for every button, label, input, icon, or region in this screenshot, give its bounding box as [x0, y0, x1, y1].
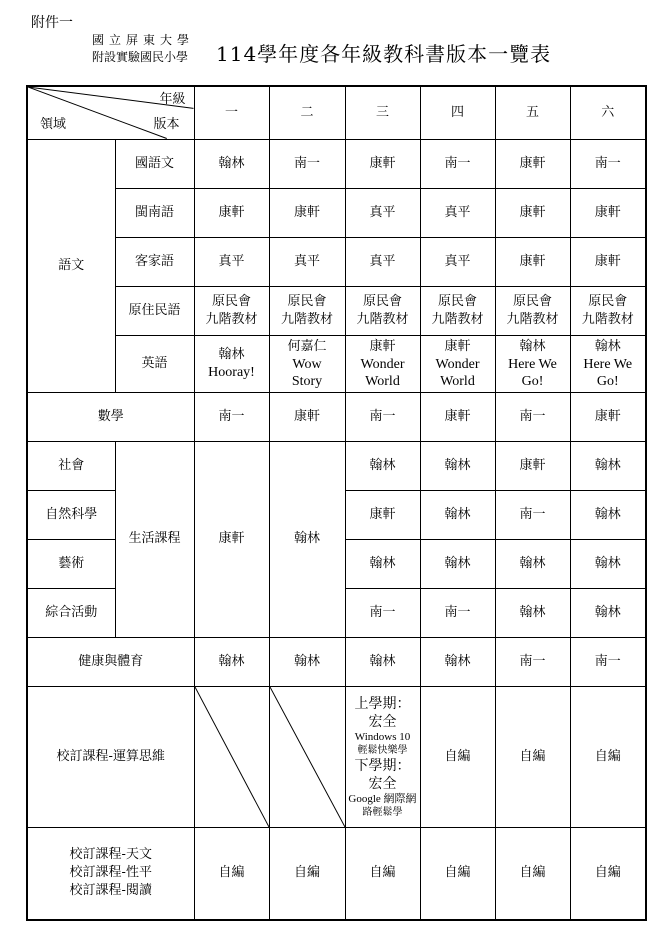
table-cell: 康軒	[495, 441, 570, 490]
table-cell: 自編	[495, 686, 570, 827]
table-cell: 康軒	[194, 441, 269, 637]
table-cell: 自編	[570, 827, 646, 920]
book-title: Here We	[583, 356, 633, 372]
table-cell: 翰林	[194, 139, 269, 188]
table-cell: 真平	[420, 237, 495, 286]
publisher: 宏全	[368, 713, 397, 730]
table-cell: 翰林	[420, 441, 495, 490]
book-title: Go!	[596, 373, 619, 389]
table-row	[27, 827, 646, 920]
table-cell: 康軒	[345, 139, 420, 188]
table-cell: 翰林	[269, 441, 345, 637]
publisher: 康軒	[369, 338, 396, 354]
cell-line: 九階教材	[280, 311, 333, 327]
table-cell: 翰林	[495, 588, 570, 637]
table-cell: 真平	[269, 237, 345, 286]
table-cell	[345, 286, 420, 335]
table-cell: 翰林	[194, 637, 269, 686]
table-cell	[420, 335, 495, 392]
table-cell: 自編	[194, 827, 269, 920]
table-cell: 自編	[269, 827, 345, 920]
publisher: 翰林	[594, 338, 621, 354]
book-title: Story	[291, 373, 323, 389]
table-cell: 翰林	[570, 588, 646, 637]
table-cell: 自編	[570, 686, 646, 827]
diagonal-slash	[195, 687, 269, 827]
table-row	[27, 286, 646, 335]
table-cell: 康軒	[570, 392, 646, 441]
grade-header: 二	[269, 86, 345, 139]
table-row	[27, 392, 646, 441]
subject-cell: 客家語	[115, 237, 194, 286]
table-cell: 南一	[570, 637, 646, 686]
book-title: Wonder	[435, 356, 480, 372]
table-cell: 真平	[194, 237, 269, 286]
table-row	[27, 335, 646, 392]
book-title: Here We	[508, 356, 557, 372]
grade-header: 五	[495, 86, 570, 139]
table-cell: 康軒	[570, 237, 646, 286]
table-cell: 康軒	[495, 237, 570, 286]
subject-line: 校訂課程-天文	[69, 847, 152, 863]
corner-header-cell	[27, 86, 194, 139]
publisher: 何嘉仁	[287, 338, 327, 354]
book-title: World	[440, 373, 475, 389]
table-cell: 翰林	[269, 637, 345, 686]
cell-line: 原民會	[512, 293, 552, 309]
course-name: 路輕鬆學	[362, 806, 403, 818]
table-cell: 翰林	[420, 539, 495, 588]
table-cell	[269, 335, 345, 392]
table-cell: 南一	[420, 139, 495, 188]
product-name: Google 網際網	[348, 792, 417, 805]
subject-cell: 校訂課程-運算思維	[27, 686, 194, 827]
book-title: Go!	[521, 373, 544, 389]
cell-line: 九階教材	[205, 311, 258, 327]
table-cell: 南一	[345, 588, 420, 637]
diagonal-slash	[270, 687, 345, 827]
empty-cell	[194, 686, 269, 827]
table-cell: 南一	[570, 139, 646, 188]
publisher: 康軒	[444, 338, 471, 354]
subject-cell: 健康與體育	[27, 637, 194, 686]
table-cell: 翰林	[345, 441, 420, 490]
book-title: Hooray!	[208, 365, 255, 380]
subject-cell: 閩南語	[115, 188, 194, 237]
table-row	[27, 441, 646, 490]
table-cell: 翰林	[420, 637, 495, 686]
table-cell	[194, 286, 269, 335]
book-title: Wow	[292, 356, 322, 372]
table-cell: 南一	[345, 392, 420, 441]
semester-label: 下學期：	[354, 757, 411, 774]
table-cell: 真平	[345, 237, 420, 286]
table-cell: 翰林	[570, 490, 646, 539]
publisher: 宏全	[368, 775, 397, 792]
table-cell: 南一	[269, 139, 345, 188]
table-cell	[495, 286, 570, 335]
corner-grade-label: 年級	[159, 92, 186, 107]
table-cell: 翰林	[570, 539, 646, 588]
table-cell: 翰林	[345, 539, 420, 588]
table-cell: 翰林	[495, 539, 570, 588]
cell-line: 九階教材	[431, 311, 484, 327]
table-cell: 康軒	[269, 188, 345, 237]
semester-label: 上學期：	[354, 695, 411, 712]
table-cell	[570, 335, 646, 392]
table-row	[27, 237, 646, 286]
document-title: 114學年度各年級教科書版本一覽表	[216, 42, 552, 66]
table-cell: 真平	[420, 188, 495, 237]
table-cell: 翰林	[420, 490, 495, 539]
cell-line: 九階教材	[506, 311, 559, 327]
annex-label: 附件一	[31, 15, 73, 31]
table-cell	[570, 286, 646, 335]
empty-cell	[269, 686, 345, 827]
grade-header: 一	[194, 86, 269, 139]
table-cell: 康軒	[495, 188, 570, 237]
product-name: Windows 10	[354, 730, 411, 743]
school-name-line2: 附設實驗國民小學	[92, 50, 189, 64]
cell-line: 原民會	[362, 293, 402, 309]
table-cell: 翰林	[570, 441, 646, 490]
subject-cell: 英語	[115, 335, 194, 392]
corner-version-label: 版本	[153, 116, 180, 132]
school-name-line1: 國立屏東大學	[92, 33, 195, 47]
course-name: 輕鬆快樂學	[357, 744, 408, 756]
table-row	[27, 637, 646, 686]
table-cell: 康軒	[570, 188, 646, 237]
table-cell: 康軒	[194, 188, 269, 237]
subject-cell: 藝術	[27, 539, 115, 588]
subject-cell: 自然科學	[27, 490, 115, 539]
domain-language: 語文	[27, 139, 115, 392]
subject-cell	[27, 827, 194, 920]
cell-line: 九階教材	[356, 311, 409, 327]
cell-line: 原民會	[287, 293, 327, 309]
table-row	[27, 139, 646, 188]
corner-domain-label: 領域	[40, 116, 67, 132]
table-row	[27, 188, 646, 237]
cell-line: 原民會	[211, 293, 251, 309]
publisher: 翰林	[218, 347, 245, 362]
table-cell: 南一	[420, 588, 495, 637]
subject-cell: 綜合活動	[27, 588, 115, 637]
table-cell: 自編	[495, 827, 570, 920]
table-cell	[345, 335, 420, 392]
book-title: World	[365, 373, 400, 389]
table-cell: 南一	[194, 392, 269, 441]
table-cell: 南一	[495, 637, 570, 686]
table-cell	[495, 335, 570, 392]
textbook-table	[26, 85, 647, 921]
cell-line: 九階教材	[581, 311, 634, 327]
grade-header: 六	[570, 86, 646, 139]
life-course-label: 生活課程	[115, 441, 194, 637]
school-name	[92, 32, 194, 66]
table-cell: 自編	[345, 827, 420, 920]
publisher: 翰林	[519, 338, 546, 354]
subject-cell: 數學	[27, 392, 194, 441]
subject-line: 校訂課程-性平	[69, 865, 152, 881]
header-row	[27, 86, 646, 139]
table-cell: 自編	[420, 686, 495, 827]
table-cell: 翰林	[345, 637, 420, 686]
table-cell: 康軒	[345, 490, 420, 539]
table-cell: 康軒	[420, 392, 495, 441]
grade-header: 四	[420, 86, 495, 139]
cell-line: 原民會	[588, 293, 628, 309]
subject-cell: 社會	[27, 441, 115, 490]
table-cell: 真平	[345, 188, 420, 237]
book-title: Wonder	[360, 356, 405, 372]
subject-line: 校訂課程-閱讀	[69, 883, 152, 899]
table-cell: 康軒	[495, 139, 570, 188]
subject-cell: 國語文	[115, 139, 194, 188]
table-cell	[269, 286, 345, 335]
subject-cell: 原住民語	[115, 286, 194, 335]
table-cell	[420, 286, 495, 335]
table-row	[27, 686, 646, 827]
grade-header: 三	[345, 86, 420, 139]
table-cell	[194, 335, 269, 392]
table-cell: 康軒	[269, 392, 345, 441]
table-cell: 南一	[495, 392, 570, 441]
table-cell: 南一	[495, 490, 570, 539]
cell-line: 原民會	[437, 293, 477, 309]
table-cell	[345, 686, 420, 827]
table-cell: 自編	[420, 827, 495, 920]
